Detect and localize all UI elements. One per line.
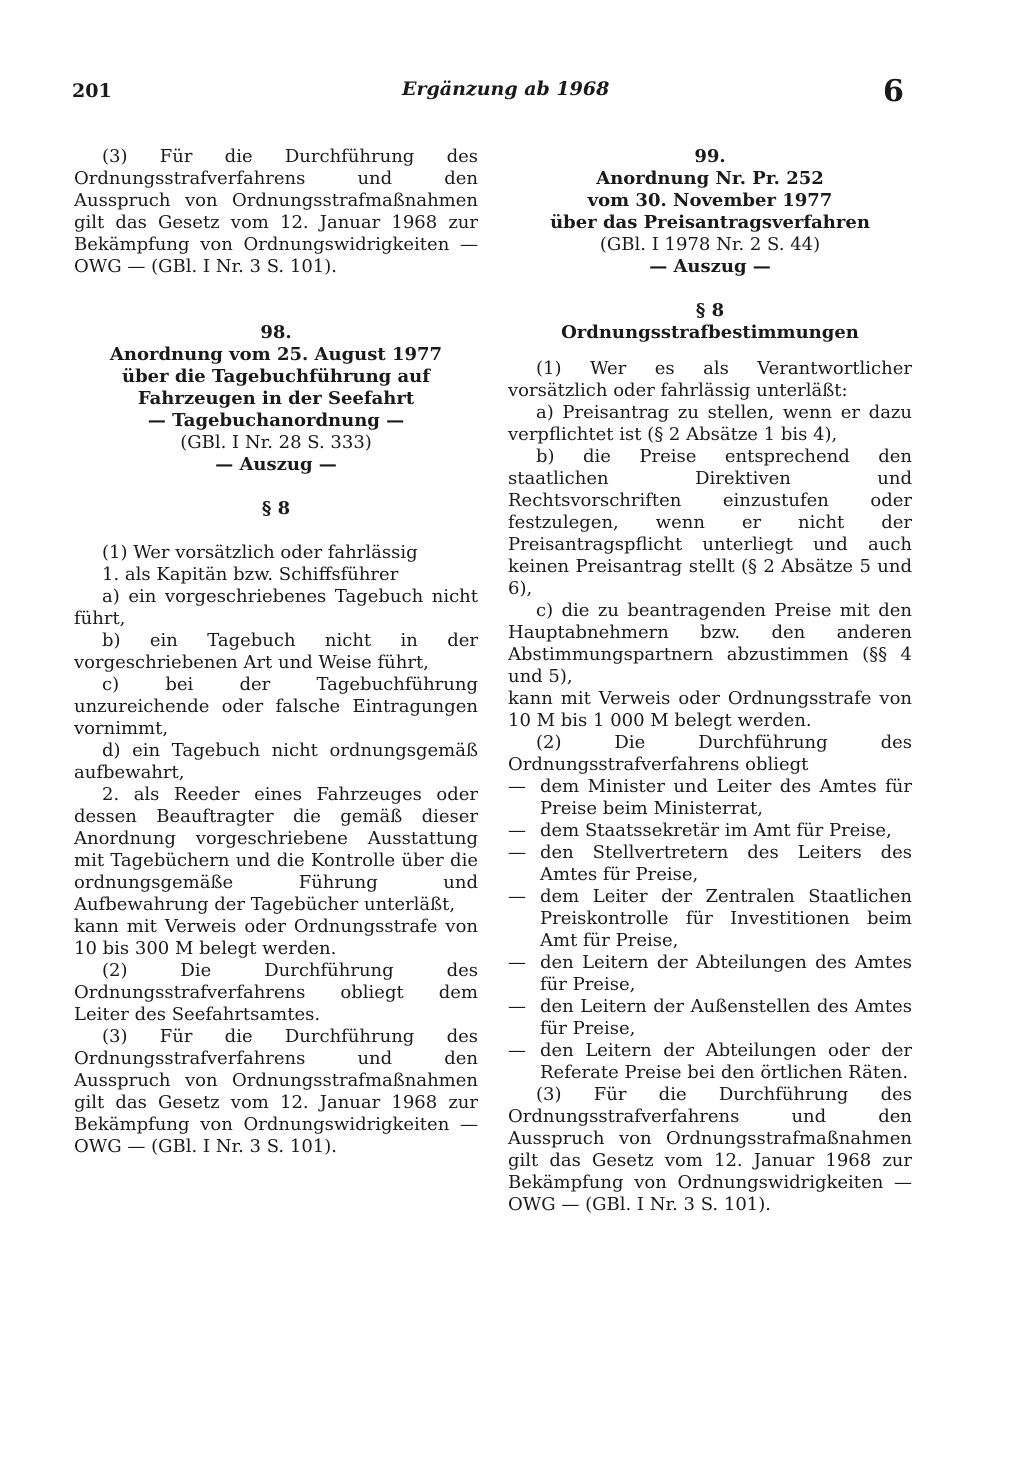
doc-excerpt-label: — Auszug — xyxy=(215,454,337,475)
text-line: 1. als Kapitän bzw. Schiffsführer xyxy=(102,564,399,585)
text-line: d) ein Tagebuch nicht ordnungsgemäß aufbewahrt, xyxy=(74,740,478,783)
closing-paragraph: (3) Für die Durchführung des Ordnungsstrafverfahrens und den Ausspruch von Ordnungsstrafmaßnahmen gilt das Gesetz vom 12. Januar 1968 zur Bekämpfung von Ordnungswidrigkeiten — OWG — (GBl. I Nr. 3 S. 101). xyxy=(508,1084,912,1215)
list-item: — dem Leiter der Zentralen Staatlichen Preiskontrolle für Investitionen beim Amt für Preise, xyxy=(508,886,912,952)
text-line: b) die Preise entsprechend den staatlichen Direktiven und Rechtsvorschriften einzustufen oder festzulegen, wenn er nicht der Preisantragspflicht unterliegt und auch keinen Preisantrag stellt (§ 2 Absätze 5 und 6), xyxy=(508,446,912,599)
doc-source: (GBl. I 1978 Nr. 2 S. 44) xyxy=(599,234,821,255)
text-line: (3) Für die Durchführung des Ordnungsstrafverfahrens und den Ausspruch von Ordnungsstrafmaßnahmen gilt das Gesetz vom 12. Januar 1968 zur Bekämpfung von Ordnungswidrigkeiten — OWG — (GBl. I Nr. 3 S. 101). xyxy=(74,1026,478,1157)
list-item: — den Leitern der Abteilungen oder der Referate Preise bei den örtlichen Räten. xyxy=(508,1040,912,1084)
doc-title-line: Anordnung vom 25. August 1977 xyxy=(109,344,443,365)
text-line: (2) Die Durchführung des Ordnungsstrafverfahrens obliegt xyxy=(508,732,912,775)
text-line: c) bei der Tagebuchführung unzureichende oder falsche Eintragungen vornimmt, xyxy=(74,674,478,739)
list-item: — den Stellvertretern des Leiters des Amtes für Preise, xyxy=(508,842,912,886)
section-number: 6 xyxy=(883,74,904,109)
doc-title-line: — Tagebuchanordnung — xyxy=(147,410,405,431)
doc-title-line: Anordnung Nr. Pr. 252 xyxy=(596,168,824,189)
page-number: 201 xyxy=(72,80,112,102)
left-column xyxy=(74,146,478,1158)
paragraph-heading: § 8 xyxy=(695,300,725,321)
list-item: — dem Staatssekretär im Amt für Preise, xyxy=(508,820,912,842)
text-line: c) die zu beantragenden Preise mit den Hauptabnehmern bzw. den anderen Abstimmungspartnern abzustimmen (§§ 4 und 5), xyxy=(508,600,912,687)
text-line: b) ein Tagebuch nicht in der vorgeschriebenen Art und Weise führt, xyxy=(74,630,478,673)
text-line: (1) Wer es als Verantwortlicher vorsätzlich oder fahrlässig unterläßt: xyxy=(508,358,912,401)
text-line: kann mit Verweis oder Ordnungsstrafe von 10 bis 300 M belegt werden. xyxy=(74,916,478,959)
running-title: Ergänzung ab 1968 xyxy=(402,78,610,100)
text-line: 2. als Reeder eines Fahrzeuges oder dessen Beauftragter die gemäß dieser Anordnung vorgeschriebene Ausstattung mit Tagebüchern und die Kontrolle über die ordnungsgemäße Führung und Aufbewahrung der Tagebücher unterläßt, xyxy=(74,784,478,915)
doc-excerpt-label: — Auszug — xyxy=(649,256,771,277)
paragraph-heading: § 8 xyxy=(261,498,291,519)
text-line: kann mit Verweis oder Ordnungsstrafe von 10 M bis 1 000 M belegt werden. xyxy=(508,688,912,731)
list-item: — den Leitern der Außenstellen des Amtes für Preise, xyxy=(508,996,912,1040)
text-line: (1) Wer vorsätzlich oder fahrlässig xyxy=(102,542,418,563)
paragraph-subheading: Ordnungsstrafbestimmungen xyxy=(561,322,859,343)
doc-title-line: über das Preisantragsverfahren xyxy=(550,212,870,233)
page-header xyxy=(0,74,1024,108)
doc-number: 99. xyxy=(694,146,726,167)
list-item: — dem Minister und Leiter des Amtes für Preise beim Ministerrat, xyxy=(508,776,912,820)
intro-paragraph: (3) Für die Durchführung des Ordnungsstrafverfahrens und den Ausspruch von Ordnungsstrafmaßnahmen gilt das Gesetz vom 12. Januar 1968 zur Bekämpfung von Ordnungswidrigkeiten — OWG — (GBl. I Nr. 3 S. 101). xyxy=(74,146,478,277)
list-item: — den Leitern der Abteilungen des Amtes für Preise, xyxy=(508,952,912,996)
doc-number: 98. xyxy=(260,322,292,343)
text-line: (2) Die Durchführung des Ordnungsstrafverfahrens obliegt dem Leiter des Seefahrtsamtes. xyxy=(74,960,478,1025)
right-column xyxy=(508,146,912,1216)
text-line: a) Preisantrag zu stellen, wenn er dazu verpflichtet ist (§ 2 Absätze 1 bis 4), xyxy=(508,402,912,445)
doc-source: (GBl. I Nr. 28 S. 333) xyxy=(180,432,372,453)
doc-title-line: über die Tagebuchführung auf Fahrzeugen in der Seefahrt xyxy=(121,366,431,409)
text-line: a) ein vorgeschriebenes Tagebuch nicht führt, xyxy=(74,586,478,629)
doc-title-line: vom 30. November 1977 xyxy=(587,190,833,211)
